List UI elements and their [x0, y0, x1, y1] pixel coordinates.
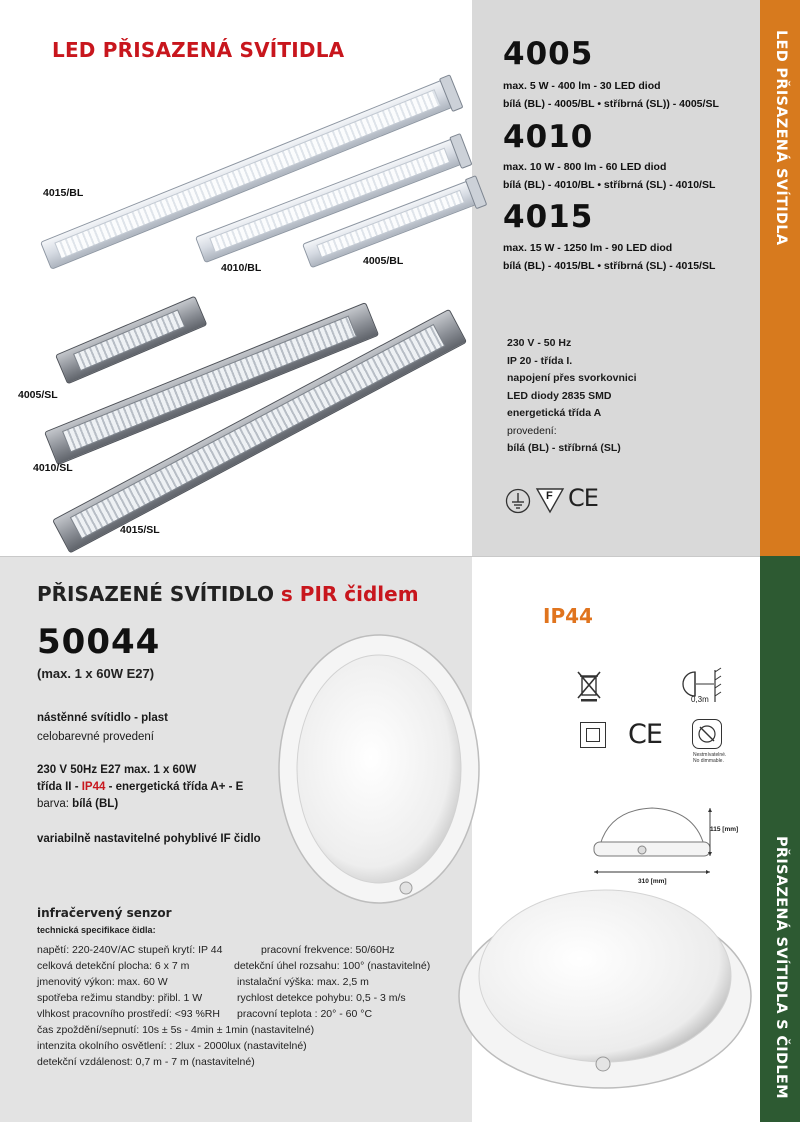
sensor-row-7: intenzita okolního osvětlení: : 2lux - 2000lux (nastavitelné): [37, 1040, 307, 1052]
pir-spec-ip: IP44: [81, 781, 106, 793]
ip-badge: IP44: [543, 604, 593, 628]
spec-variant-label: provedení:: [507, 424, 557, 437]
model-4010-line1: max. 10 W - 800 lm - 60 LED diod: [503, 161, 667, 173]
label-4010bl: 4010/BL: [221, 262, 262, 274]
ce-icon: CE: [568, 484, 598, 512]
pir-title-accent: s PIR čidlem: [280, 582, 419, 606]
side-band-pir: [760, 556, 800, 1122]
spec-variants: bílá (BL) - stříbrná (SL): [507, 442, 621, 454]
sensor-row-2-right: detekční úhel rozsahu: 100° (nastavitelné): [234, 960, 431, 972]
ground-icon: [505, 488, 531, 514]
pir-section-title: [37, 582, 419, 606]
model-4015-line2: bílá (BL) - 4015/BL • stříbrná (SL) - 4015/SL: [503, 260, 716, 272]
pir-title-main: PŘISAZENÉ SVÍTIDLO: [37, 582, 274, 606]
spec-connection: napojení přes svorkovnici: [507, 372, 637, 384]
sensor-row-5-left: vlhkost pracovního prostředí: <93 %RH: [37, 1008, 220, 1020]
sensor-spec-table: [37, 944, 477, 1094]
sensor-row-6: čas zpoždění/sepnutí: 10s ± 5s - 4min ± 1min (nastavitelné): [37, 1024, 315, 1036]
sensor-row-1-right: pracovní frekvence: 50/60Hz: [261, 944, 395, 956]
spec-energy-class: energetická třída A: [507, 407, 602, 419]
sensor-heading: infračervený senzor: [37, 906, 172, 920]
sensor-row-2-left: celková detekční plocha: 6 x 7 m: [37, 960, 190, 972]
model-code-4010: 4010: [503, 119, 594, 155]
sensor-subheading: technická specifikace čidla:: [37, 925, 156, 935]
label-4015bl: 4015/BL: [43, 187, 84, 199]
spec-led-type: LED diody 2835 SMD: [507, 389, 612, 402]
no-dimmable-icon: [692, 719, 722, 749]
pir-sensor-note: variabilně nastavitelné pohyblivé IF čidlo: [37, 833, 261, 845]
dimension-drawing: [590, 800, 750, 892]
label-4005bl: 4005/BL: [363, 255, 404, 267]
f-mark-letter: F: [546, 490, 553, 502]
label-4015sl: 4015/SL: [120, 524, 160, 536]
lamp-4005-silver: [55, 296, 207, 385]
sensor-row-4-left: spotřeba režimu standby: přibl. 1 W: [37, 992, 203, 1004]
model-4005-line1: max. 5 W - 400 lm - 30 LED diod: [503, 80, 661, 92]
sensor-row-8: detekční vzdálenost: 0,7 m - 7 m (nastavitelné): [37, 1056, 255, 1068]
spec-protection: IP 20 - třída I.: [507, 354, 573, 367]
distance-label: 0,3m: [691, 695, 709, 704]
pir-desc-finish: celobarevné provedení: [37, 731, 154, 743]
label-4005sl: 4005/SL: [18, 389, 58, 401]
sensor-row-3-left: jmenovitý výkon: max. 60 W: [37, 976, 168, 988]
weee-bin-icon: [575, 668, 603, 702]
pir-spec-class: třída II - IP44 - energetická třída A+ - E: [37, 781, 244, 793]
pir-model-code: 50044: [37, 622, 161, 662]
no-dimmable-note: Nestmívatelné. No dimmable.: [693, 752, 727, 764]
pir-spec-power: 230 V 50Hz E27 max. 1 x 60W: [37, 764, 197, 776]
sensor-row-3-right: instalační výška: max. 2,5 m: [237, 976, 369, 988]
spec-voltage: 230 V - 50 Hz: [507, 337, 572, 349]
distance-icon: [675, 666, 725, 710]
dimension-width: 310 [mm]: [638, 878, 667, 885]
sensor-row-1-left: napětí: 220-240V/AC stupeň krytí: IP 44: [37, 944, 223, 956]
model-code-4015: 4015: [503, 199, 594, 235]
pir-spec-color: barva: bílá (BL): [37, 798, 119, 810]
pir-lamp-front: [278, 633, 480, 905]
pir-lamp-angle: [455, 880, 753, 1092]
sensor-row-5-right: pracovní teplota : 20° - 60 °C: [237, 1008, 373, 1020]
class-ii-icon: [580, 722, 606, 748]
dimension-height: 115 [mm]: [710, 826, 739, 833]
side-band-led-label: LED PŘISAZENÁ SVÍTIDLA: [773, 30, 789, 246]
led-section-title: LED PŘISAZENÁ SVÍTIDLA: [52, 38, 345, 62]
pir-desc-type: nástěnné svítidlo - plast: [37, 712, 168, 724]
pir-ce-icon: CE: [628, 719, 662, 750]
model-code-4005: 4005: [503, 36, 594, 72]
model-4010-line2: bílá (BL) - 4010/BL • stříbrná (SL) - 4010/SL: [503, 179, 716, 191]
label-4010sl: 4010/SL: [33, 462, 73, 474]
side-band-pir-label: PŘISAZENÁ SVÍTIDLA S ČIDLEM: [773, 836, 789, 1099]
led-spec-list: [507, 335, 637, 458]
section-divider: [0, 556, 760, 557]
sensor-row-4-right: rychlost detekce pohybu: 0,5 - 3 m/s: [237, 992, 406, 1004]
f-mark-icon: [535, 486, 565, 514]
side-band-led: [760, 0, 800, 556]
model-4015-line1: max. 15 W - 1250 lm - 90 LED diod: [503, 242, 673, 254]
pir-max-power: (max. 1 x 60W E27): [37, 666, 155, 681]
model-4005-line2: bílá (BL) - 4005/BL • stříbrná (SL)) - 4005/SL: [503, 98, 719, 110]
